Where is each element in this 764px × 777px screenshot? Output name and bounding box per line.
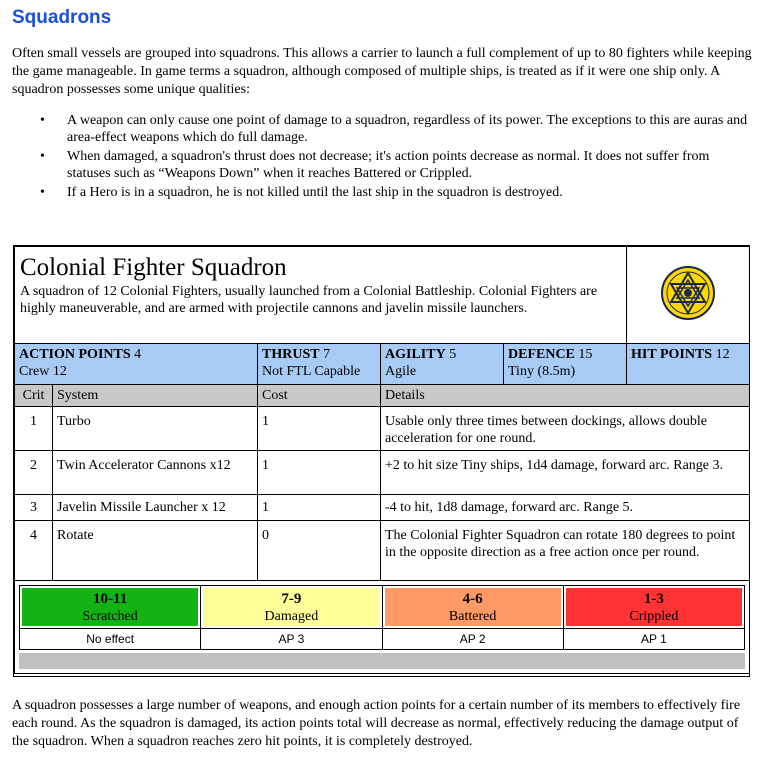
stat-thrust	[258, 344, 381, 385]
system-details: +2 to hit size Tiny ships, 1d4 damage, forward arc. Range 3.	[381, 451, 750, 495]
intro-paragraph: Often small vessels are grouped into squadrons. This allows a carrier to launch a full complement of up to 80 fighters while keeping the game manageable. In game terms a squadron, although composed of multiple ships, is treated as if it were one ship only. A squadron possesses some unique qualities:	[12, 46, 752, 97]
stat-label: HIT POINTS	[631, 347, 713, 362]
stat-note: Agile	[385, 364, 417, 379]
stat-label: AGILITY	[385, 347, 446, 362]
system-crit: 1	[15, 407, 53, 451]
bullet: •	[40, 113, 45, 128]
rule-text: When damaged, a squadron's thrust does not decrease; it's action points decrease as normal. It does not suffer from statuses such as “Weapons Down” when it reaches Battered or Crippled.	[67, 149, 710, 181]
system-details: The Colonial Fighter Squadron can rotate 180 degrees to point in the opposite direction as a free action once per round.	[381, 521, 750, 581]
damage-range: 7-9	[281, 590, 302, 607]
damage-effect: AP 3	[201, 629, 382, 650]
page	[12, 0, 752, 203]
outro-paragraph: A squadron possesses a large number of weapons, and enough action points for a certain number of its members to effectively fire each round. As the squadron is damaged, its action points total will decrease as normal, effectively reducing the damage output of the squadron. When a squadron reaches zero hit points, it is completely destroyed.	[12, 698, 741, 749]
system-details: -4 to hit, 1d8 damage, forward arc. Range 5.	[381, 495, 750, 521]
system-crit: 2	[15, 451, 53, 495]
damage-range: 10-11	[93, 590, 128, 607]
damage-effect: AP 2	[382, 629, 563, 650]
header-system: System	[53, 385, 258, 407]
table-row	[15, 451, 750, 495]
damage-level-battered	[382, 586, 563, 629]
damage-range: 1-3	[643, 590, 664, 607]
rule-text: A weapon can only cause one point of damage to a squadron, regardless of its power. The exceptions to this are auras and area-effect weapons which do full damage.	[67, 113, 748, 145]
damage-level-damaged	[201, 586, 382, 629]
damage-effect: AP 1	[563, 629, 744, 650]
rule-text: If a Hero is in a squadron, he is not killed until the last ship in the squadron is destroyed.	[67, 185, 563, 200]
stat-note: Crew 12	[19, 364, 67, 379]
header-crit: Crit	[15, 385, 53, 407]
logo-cell	[627, 247, 750, 344]
system-name: Twin Accelerator Cannons x12	[53, 451, 258, 495]
damage-range: 4-6	[462, 590, 483, 607]
stat-value: 4	[134, 347, 142, 362]
stat-agility	[381, 344, 504, 385]
page-heading: Squadrons	[12, 7, 112, 28]
damage-state: Crippled	[629, 608, 679, 624]
footer-bar	[19, 653, 745, 669]
bullet: •	[40, 185, 45, 200]
damage-swatch	[566, 588, 742, 626]
damage-state: Battered	[448, 608, 497, 624]
table-row	[15, 495, 750, 521]
system-details: Usable only three times between dockings, allows double acceleration for one round.	[381, 407, 750, 451]
system-cost: 1	[258, 407, 381, 451]
stat-value: 5	[449, 347, 457, 362]
rules-list	[12, 112, 752, 201]
rule-item	[12, 184, 752, 201]
damage-state: Damaged	[264, 608, 319, 624]
bullet: •	[40, 149, 45, 164]
damage-effect: No effect	[20, 629, 201, 650]
damage-swatch	[385, 588, 561, 626]
stat-defence	[504, 344, 627, 385]
stat-note: Not FTL Capable	[262, 364, 361, 379]
damage-level-crippled	[563, 586, 744, 629]
header-details: Details	[381, 385, 750, 407]
table-row	[15, 407, 750, 451]
damage-track	[19, 585, 745, 650]
stat-value: 12	[715, 347, 730, 362]
damage-swatch	[22, 588, 198, 626]
damage-track-cell	[15, 581, 750, 674]
damage-state: Scratched	[82, 608, 138, 624]
stat-note: Tiny (8.5m)	[508, 364, 576, 379]
system-name: Turbo	[53, 407, 258, 451]
stat-hit-points	[627, 344, 750, 385]
stat-label: THRUST	[262, 347, 320, 362]
system-crit: 4	[15, 521, 53, 581]
systems-header-row	[15, 385, 750, 407]
system-cost: 0	[258, 521, 381, 581]
damage-level-scratched	[20, 586, 201, 629]
ship-name: Colonial Fighter Squadron	[20, 254, 287, 281]
ship-table	[14, 246, 750, 674]
ship-description: A squadron of 12 Colonial Fighters, usually launched from a Colonial Battleship. Colonial Fighters are highly maneuverable, and are armed with projectile cannons and javelin missile launchers.	[20, 284, 598, 316]
stat-label: DEFENCE	[508, 347, 575, 362]
rule-item	[12, 112, 752, 146]
stat-value: 15	[578, 347, 593, 362]
system-name: Rotate	[53, 521, 258, 581]
ship-title-cell	[15, 247, 627, 344]
system-cost: 1	[258, 451, 381, 495]
system-name: Javelin Missile Launcher x 12	[53, 495, 258, 521]
stat-value: 7	[323, 347, 331, 362]
damage-swatch	[203, 588, 379, 626]
colonial-emblem-icon	[660, 265, 716, 321]
ship-card	[13, 245, 750, 677]
stat-label: ACTION POINTS	[19, 347, 131, 362]
system-cost: 1	[258, 495, 381, 521]
stat-action-points	[15, 344, 258, 385]
system-crit: 3	[15, 495, 53, 521]
table-row	[15, 521, 750, 581]
header-cost: Cost	[258, 385, 381, 407]
rule-item	[12, 148, 752, 182]
